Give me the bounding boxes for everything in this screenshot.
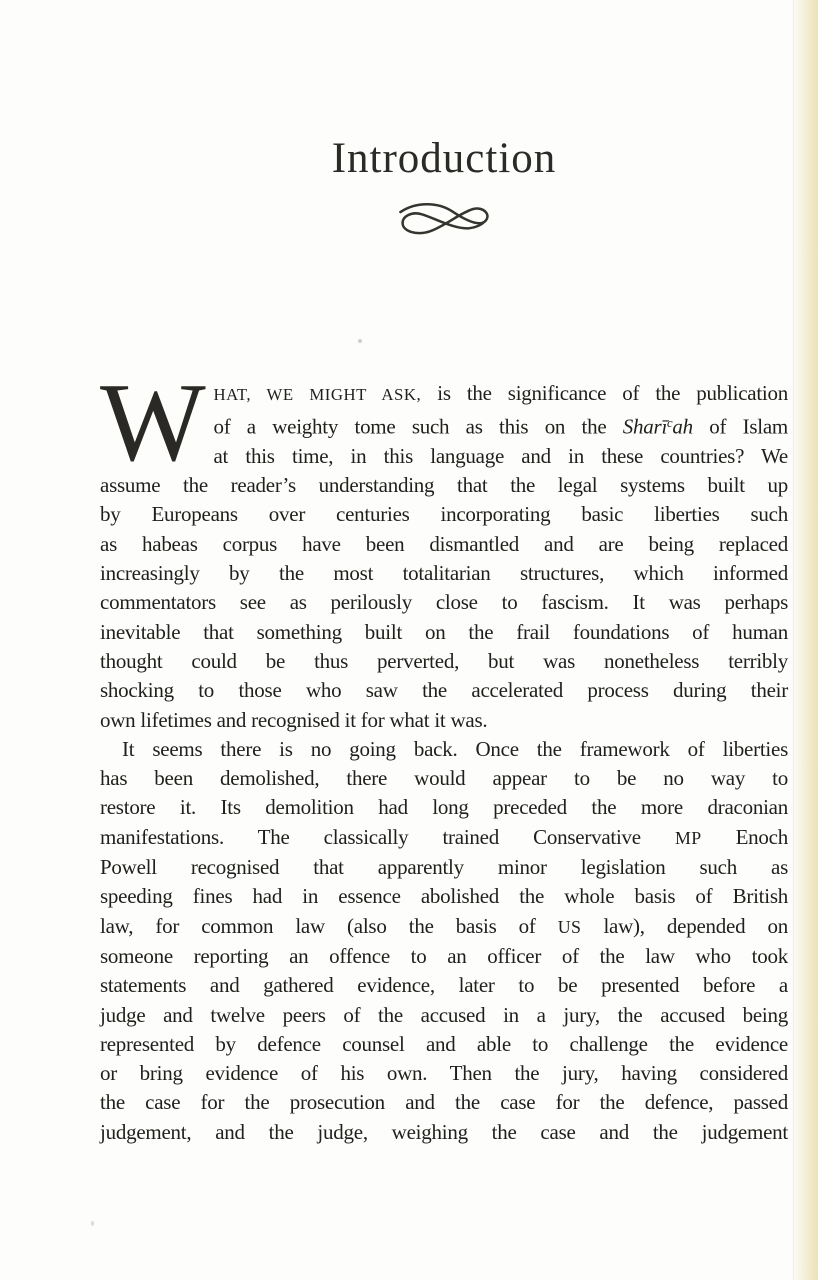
text-segment-smallcaps: HAT, WE MIGHT ASK, [213, 385, 422, 404]
text-segment: judgement, and the judge, weighing the case and the judgement [100, 1119, 788, 1144]
text-line [100, 647, 788, 676]
text-line [100, 942, 788, 971]
text-segment-italic: ah [672, 414, 693, 439]
drop-cap: W [100, 361, 206, 485]
text-segment: thought could be thus perverted, but was nonetheless terribly [100, 648, 788, 673]
text-segment: has been demolished, there would appear to be no way to [100, 766, 788, 791]
text-segment: as habeas corpus have been dismantled and are being replaced [100, 531, 788, 556]
text-segment-itsup: c [667, 416, 673, 431]
text-line [100, 735, 788, 764]
scan-speck [91, 1221, 94, 1226]
scanned-page-edge [792, 0, 818, 1280]
text-segment: or bring evidence of his own. Then the jury, having considered [100, 1061, 788, 1086]
text-segment: shocking to those who saw the accelerated process during their [100, 678, 788, 703]
text-segment: Powell recognised that apparently minor legislation such as [100, 855, 788, 880]
paragraph [100, 361, 788, 735]
text-segment: of Islam [692, 414, 788, 439]
text-segment-smallcaps2: MP [674, 827, 702, 848]
text-line [100, 764, 788, 793]
text-segment: is the significance of the publication [421, 381, 788, 405]
body-text [100, 361, 788, 1147]
text-segment: It seems there is no going back. Once the framework of liberties [122, 736, 788, 761]
text-segment: increasingly by the most totalitarian structures, which informed [100, 561, 788, 586]
text-segment: the case for the prosecution and the case for the defence, passed [100, 1090, 788, 1115]
text-line [100, 1088, 788, 1117]
text-line [100, 793, 788, 822]
text-line [100, 588, 788, 617]
text-segment-italic: Sharī [622, 414, 668, 439]
text-line [100, 882, 788, 911]
text-line [100, 1118, 788, 1147]
text-line [100, 853, 788, 882]
paragraph [100, 735, 788, 1147]
text-segment: of a weighty tome such as this on the [213, 414, 623, 439]
text-segment: by Europeans over centuries incorporating basic liberties such [100, 502, 788, 527]
text-line [100, 1059, 788, 1088]
text-line [100, 471, 788, 500]
text-line [100, 1030, 788, 1059]
text-segment: statements and gathered evidence, later to be presented before a [100, 973, 788, 998]
text-line [100, 500, 788, 529]
calligraphic-flourish-icon [396, 192, 492, 244]
text-line [100, 618, 788, 647]
ornament-container [100, 192, 788, 249]
text-segment: at this time, in this language and in these countries? We [213, 443, 788, 468]
text-segment: inevitable that something built on the frail foundations of human [100, 619, 788, 644]
chapter-title: Introduction [331, 135, 557, 182]
text-line [100, 823, 788, 853]
scan-speck [358, 339, 362, 343]
text-line [100, 676, 788, 705]
text-segment-smallcaps2: US [557, 916, 582, 937]
text-segment: own lifetimes and recognised it for what it was. [100, 707, 488, 732]
text-line [100, 559, 788, 588]
text-segment: judge and twelve peers of the accused in a jury, the accused being [100, 1002, 788, 1027]
text-segment: law), depended on [581, 913, 788, 938]
text-segment: law, for common law (also the basis of [100, 913, 558, 938]
text-segment: represented by defence counsel and able to challenge the evidence [100, 1031, 788, 1056]
text-line [100, 971, 788, 1000]
text-line [100, 706, 788, 735]
text-line [100, 912, 788, 942]
text-segment: someone reporting an offence to an officer of the law who took [100, 943, 788, 968]
text-line [100, 1001, 788, 1030]
text-segment: restore it. Its demolition had long preceded the more draconian [100, 795, 788, 820]
text-segment: Enoch [701, 824, 788, 849]
page-edge-line [793, 0, 794, 1280]
text-segment: assume the reader’s understanding that the legal systems built up [100, 473, 788, 498]
text-segment: manifestations. The classically trained Conservative [100, 824, 675, 849]
text-line [100, 530, 788, 559]
text-segment: commentators see as perilously close to fascism. It was perhaps [100, 590, 788, 615]
text-segment: speeding fines had in essence abolished the whole basis of British [100, 884, 788, 909]
